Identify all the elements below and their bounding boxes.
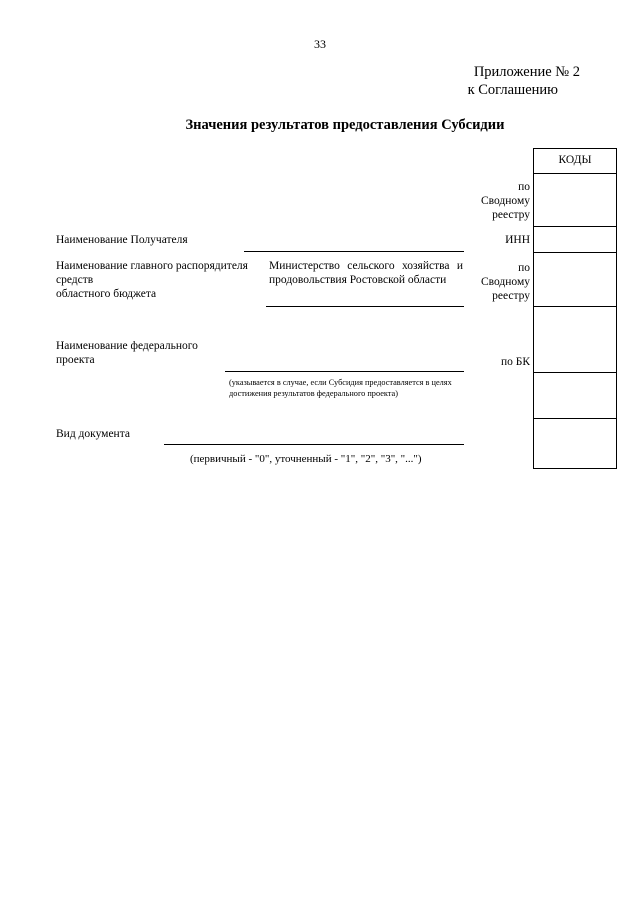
- appendix-number: Приложение № 2: [473, 64, 580, 80]
- manager-label-line2: средств: [56, 274, 94, 286]
- code-label-registry1-l1: по: [518, 181, 530, 193]
- manager-value-line2: продовольствия Ростовской области: [269, 274, 447, 286]
- project-label-line1: Наименование федерального: [56, 340, 198, 352]
- code-label-registry2-l1: по: [518, 262, 530, 274]
- doc-type-label: Вид документа: [56, 428, 130, 440]
- document-title: Значения результатов предоставления Субсидии: [185, 117, 505, 133]
- code-label-registry2-l2: Сводному: [480, 276, 530, 288]
- manager-label-line1: Наименование главного распорядителя: [56, 260, 248, 272]
- manager-label-line3: областного бюджета: [56, 288, 157, 300]
- code-cell-registry2[interactable]: [534, 253, 616, 307]
- code-label-inn: ИНН: [505, 234, 530, 246]
- project-note-line2: достижения результатов федерального проекта): [229, 389, 398, 398]
- codes-header: КОДЫ: [534, 149, 616, 174]
- recipient-line: [244, 251, 464, 252]
- code-label-registry1-l3: реестру: [492, 209, 530, 221]
- project-label-line2: проекта: [56, 354, 95, 366]
- appendix-agreement: к Соглашению: [467, 82, 558, 98]
- code-cell-inn[interactable]: [534, 227, 616, 253]
- code-cell-bk[interactable]: [534, 307, 616, 373]
- page-number: 33: [314, 37, 326, 51]
- manager-value-line1: Министерство сельского хозяйства и: [269, 260, 463, 272]
- manager-line: [266, 306, 464, 307]
- code-cell-project[interactable]: [534, 373, 616, 419]
- code-label-registry1-l2: Сводному: [480, 195, 530, 207]
- recipient-label: Наименование Получателя: [56, 234, 188, 246]
- code-label-registry2-l3: реестру: [492, 290, 530, 302]
- code-cell-doc-type[interactable]: [534, 419, 616, 468]
- code-label-bk: по БК: [500, 356, 530, 368]
- project-note-line1: (указывается в случае, если Субсидия предоставляется в целях: [229, 378, 452, 387]
- code-cell-registry1[interactable]: [534, 174, 616, 227]
- doc-type-note: (первичный - "0", уточненный - "1", "2", "3", "..."): [190, 453, 422, 465]
- doc-type-line: [164, 444, 464, 445]
- codes-table: [533, 148, 617, 469]
- project-line: [225, 371, 464, 372]
